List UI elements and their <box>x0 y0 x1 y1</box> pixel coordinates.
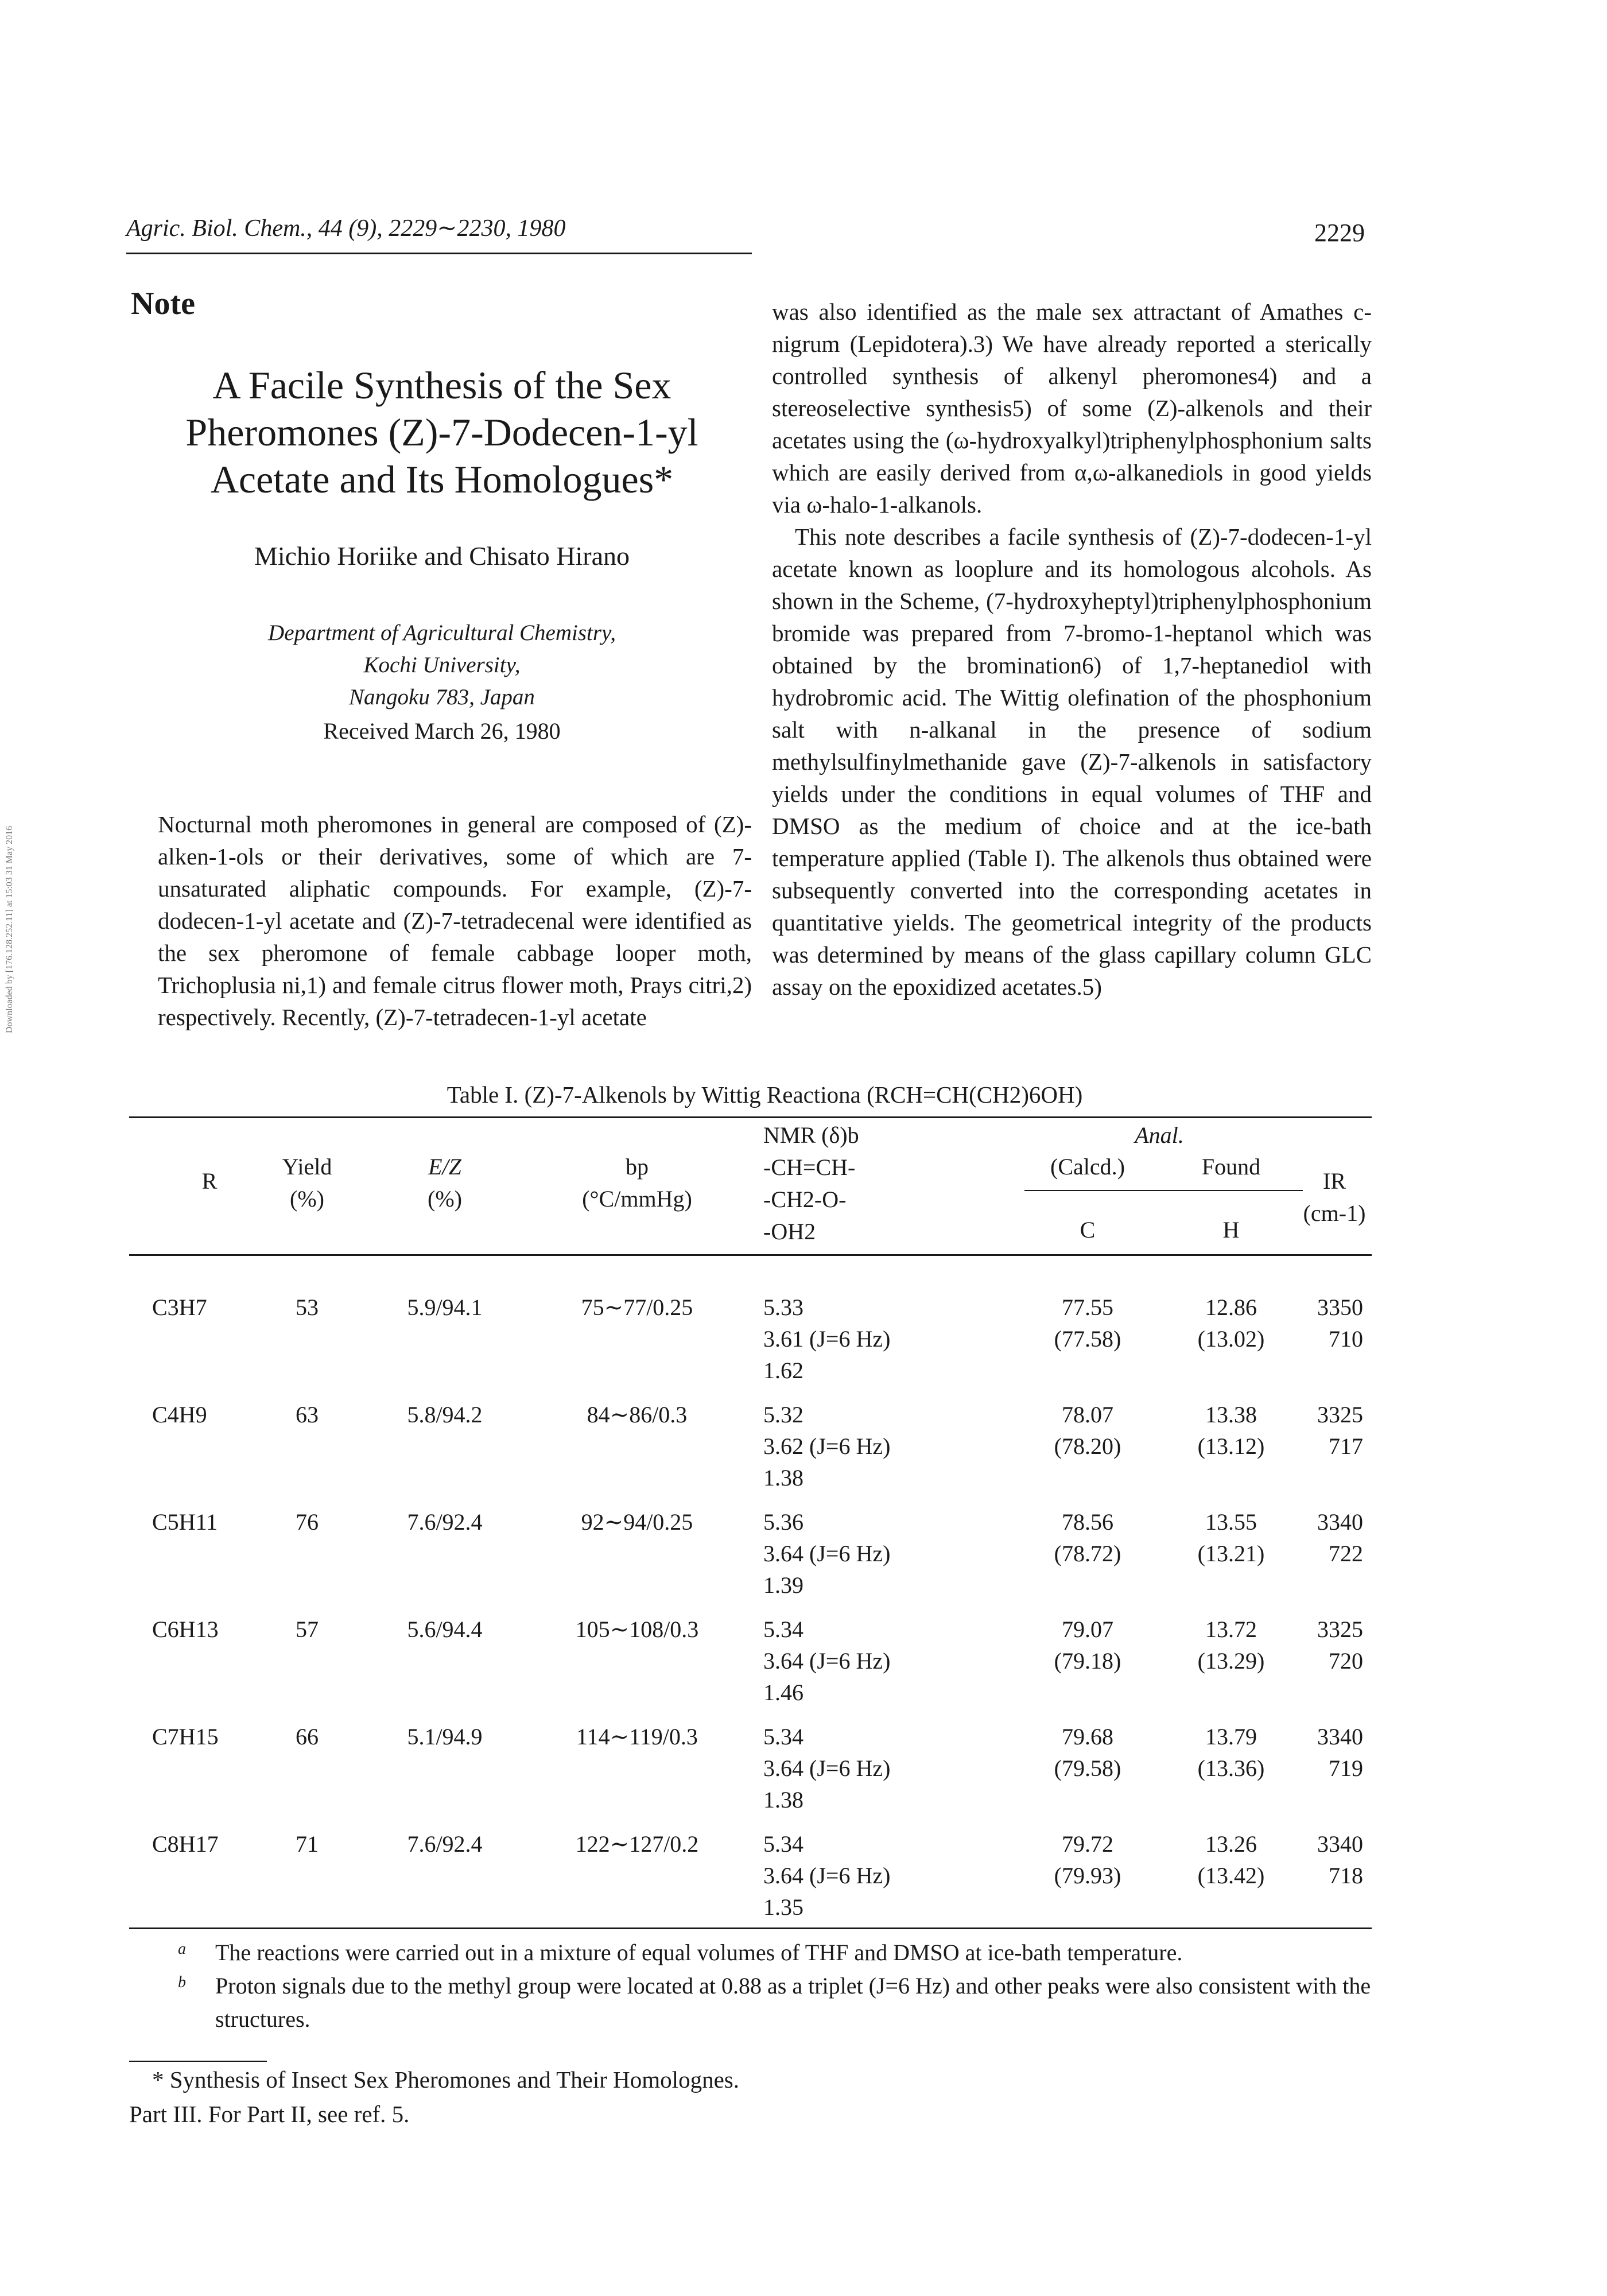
header-text: bp <box>626 1154 649 1180</box>
cell-yield: 71 <box>296 1831 319 1857</box>
body-paragraph: was also identified as the male sex attractant of Amathes c-nigrum (Lepidotera).3) We have already reported a sterically controlled synthesis of alkenyl pheromones4) and a stereoselective synthesis5) of some (Z)-alkenols and their acetates using the (ω-hydroxyalkyl)triphenylphosphonium salts which are easily derived from α,ω-alkanediols in good yields via ω-halo-1-alkanols. <box>772 298 1372 518</box>
cell-r: C7H15 <box>152 1724 219 1750</box>
header-anal: Anal. <box>1135 1122 1184 1148</box>
cell-nmr: 3.64 (J=6 Hz) <box>763 1648 891 1674</box>
cell-c: 79.72 <box>1062 1831 1113 1857</box>
table-bottom-rule <box>129 1927 1372 1929</box>
cell-ir: 3340 <box>1317 1724 1363 1750</box>
cell-ir: 3350 <box>1317 1294 1363 1320</box>
cell-nmr: 1.35 <box>763 1894 804 1920</box>
table-caption: Table I. (Z)-7-Alkenols by Wittig Reactiona (RCH=CH(CH2)6OH) <box>447 1081 1083 1108</box>
cell-nmr: 3.61 (J=6 Hz) <box>763 1326 891 1352</box>
cell-c: 77.55 <box>1062 1294 1113 1320</box>
cell-ir: 720 <box>1329 1648 1363 1674</box>
header-text: IR <box>1323 1168 1346 1194</box>
affiliation-line: Nangoku 783, Japan <box>349 685 535 709</box>
cell-ez: 5.6/94.4 <box>407 1616 483 1642</box>
cell-c: 78.07 <box>1062 1402 1113 1428</box>
table-top-rule <box>129 1116 1372 1118</box>
cell-nmr: 5.34 <box>763 1616 804 1642</box>
cell-nmr: 3.64 (J=6 Hz) <box>763 1541 891 1566</box>
series-footnote: * Synthesis of Insect Sex Pheromones and Their Homolognes. Part III. For Part II, see ref. 5. <box>129 2066 739 2127</box>
cell-nmr: 3.62 (J=6 Hz) <box>763 1433 891 1459</box>
affiliation-line: Kochi University, <box>363 653 521 677</box>
header-ez <box>364 1151 525 1215</box>
header-found: Found <box>1201 1154 1261 1180</box>
page-number: 2229 <box>1314 219 1365 247</box>
header-c: C <box>1080 1217 1096 1243</box>
cell-ir: 717 <box>1329 1433 1363 1459</box>
cell-c: (79.93) <box>1054 1863 1121 1888</box>
received-date: Received March 26, 1980 <box>323 718 561 744</box>
header-h: H <box>1222 1217 1240 1243</box>
cell-h: (13.29) <box>1197 1648 1265 1674</box>
cell-h: 13.72 <box>1205 1616 1257 1642</box>
cell-bp: 105∼108/0.3 <box>575 1616 699 1642</box>
header-calcd: (Calcd.) <box>1050 1154 1125 1180</box>
header-bp <box>525 1151 749 1215</box>
cell-bp: 84∼86/0.3 <box>587 1402 688 1428</box>
header-text: (%) <box>290 1186 324 1212</box>
cell-h: (13.42) <box>1197 1863 1265 1888</box>
header-text: -OH2 <box>763 1219 816 1244</box>
cell-h: 13.79 <box>1205 1724 1257 1750</box>
cell-ir: 3340 <box>1317 1831 1363 1857</box>
table-header-rule <box>129 1254 1372 1256</box>
cell-ez: 5.1/94.9 <box>407 1724 483 1750</box>
cell-ir: 719 <box>1329 1755 1363 1781</box>
cell-nmr: 1.38 <box>763 1465 804 1491</box>
cell-ir: 3325 <box>1317 1402 1363 1428</box>
footnote-text: The reactions were carried out in a mixture of equal volumes of THF and DMSO at ice-bath temperature. <box>215 1940 1183 1965</box>
header-text: (%) <box>428 1186 462 1212</box>
header-text: (°C/mmHg) <box>582 1186 692 1212</box>
cell-ir: 3340 <box>1317 1509 1363 1535</box>
article-title: A Facile Synthesis of the Sex Pheromones (Z)-7-Dodecen-1-yl Acetate and Its Homologues* <box>185 363 698 501</box>
cell-h: 13.26 <box>1205 1831 1257 1857</box>
authors: Michio Horiike and Chisato Hirano <box>254 541 630 571</box>
cell-bp: 122∼127/0.2 <box>575 1831 699 1857</box>
note-label: Note <box>131 286 195 321</box>
cell-yield: 57 <box>296 1616 319 1642</box>
cell-c: (77.58) <box>1054 1326 1121 1352</box>
header-text: -CH=CH- <box>763 1154 856 1180</box>
cell-nmr: 1.39 <box>763 1572 804 1598</box>
cell-h: 13.38 <box>1205 1402 1257 1428</box>
cell-yield: 76 <box>296 1509 319 1535</box>
cell-nmr: 1.62 <box>763 1358 804 1383</box>
download-stamp: Downloaded by [176.128.252.11] at 15:03 31 May 2016 <box>5 825 14 1033</box>
cell-c: (79.18) <box>1054 1648 1121 1674</box>
cell-nmr: 1.46 <box>763 1680 804 1705</box>
cell-nmr: 5.34 <box>763 1724 804 1750</box>
body-column-right <box>772 296 1372 1003</box>
body-paragraph: This note describes a facile synthesis of (Z)-7-dodecen-1-yl acetate known as looplure and its homologous alcohols. As shown in the Scheme, (7-hydroxyheptyl)triphenylphosphonium bromide was prepared from 7-bromo-1-heptanol which was obtained by the bromination6) of 1,7-heptanediol with hydrobromic acid. The Wittig olefination of the phosphonium salt with n-alkanal in the presence of sodium methylsulfinylmethanide gave (Z)-7-alkenols in satisfactory yields under the conditions in equal volumes of THF and DMSO as the medium of choice and at the ice-bath temperature applied (Table I). The alkenols thus obtained were subsequently converted into the corresponding acetates in quantitative yields. The geometrical integrity of the products was determined by means of the glass capillary column GLC assay on the epoxidized acetates.5) <box>772 523 1372 1000</box>
header-text: (cm-1) <box>1303 1200 1366 1226</box>
cell-yield: 66 <box>296 1724 319 1750</box>
cell-nmr: 1.38 <box>763 1787 804 1813</box>
cell-c: (79.58) <box>1054 1755 1121 1781</box>
cell-h: 13.55 <box>1205 1509 1257 1535</box>
affiliation <box>149 617 735 713</box>
footnote <box>158 1969 1375 2036</box>
header-yield <box>267 1151 347 1215</box>
cell-ez: 5.8/94.2 <box>407 1402 483 1428</box>
header-text: NMR (δ)b <box>763 1122 859 1148</box>
header-text: Yield <box>282 1154 332 1180</box>
body-paragraph-left: Nocturnal moth pheromones in general are composed of (Z)-alken-1-ols or their derivatives, some of which are 7-unsaturated aliphatic compounds. For example, (Z)-7-dodecen-1-yl acetate and (Z)-7-tetradecenal were identified as the sex pheromone of female cabbage looper moth, Trichoplusia ni,1) and female citrus flower moth, Prays citri,2) respectively. Recently, (Z)-7-tetradecen-1-yl acetate <box>158 811 752 1030</box>
header-rule <box>126 253 752 254</box>
cell-h: (13.21) <box>1197 1541 1265 1566</box>
cell-r: C5H11 <box>152 1509 218 1535</box>
cell-ir: 722 <box>1329 1541 1363 1566</box>
cell-nmr: 3.64 (J=6 Hz) <box>763 1863 891 1888</box>
cell-bp: 75∼77/0.25 <box>581 1294 693 1320</box>
cell-r: C8H17 <box>152 1831 219 1857</box>
cell-ir: 710 <box>1329 1326 1363 1352</box>
footnote-mark: a <box>178 1940 186 1958</box>
cell-c: (78.20) <box>1054 1433 1121 1459</box>
cell-h: (13.36) <box>1197 1755 1265 1781</box>
cell-c: 79.07 <box>1062 1616 1113 1642</box>
cell-bp: 92∼94/0.25 <box>581 1509 693 1535</box>
header-ir <box>1300 1165 1369 1230</box>
cell-nmr: 5.33 <box>763 1294 804 1320</box>
cell-yield: 53 <box>296 1294 319 1320</box>
cell-ez: 7.6/92.4 <box>407 1509 483 1535</box>
journal-citation: Agric. Biol. Chem., 44 (9), 2229∼2230, 1980 <box>126 215 566 242</box>
footnote-mark: b <box>178 1973 186 1991</box>
cell-ir: 3325 <box>1317 1616 1363 1642</box>
table-footnotes <box>158 1936 1375 2036</box>
footnote-rule <box>129 2061 267 2062</box>
header-nmr <box>763 1119 1004 1248</box>
cell-r: C6H13 <box>152 1616 219 1642</box>
cell-c: (78.72) <box>1054 1541 1121 1566</box>
cell-nmr: 5.32 <box>763 1402 804 1428</box>
cell-h: 12.86 <box>1205 1294 1257 1320</box>
cell-yield: 63 <box>296 1402 319 1428</box>
header-text: E/Z <box>428 1154 461 1180</box>
footnote <box>158 1936 1375 1969</box>
cell-nmr: 3.64 (J=6 Hz) <box>763 1755 891 1781</box>
footnote-text: Proton signals due to the methyl group were located at 0.88 as a triplet (J=6 Hz) and other peaks were also consistent with the structures. <box>215 1973 1371 2032</box>
cell-bp: 114∼119/0.3 <box>576 1724 698 1750</box>
affiliation-line: Department of Agricultural Chemistry, <box>268 620 616 645</box>
cell-h: (13.02) <box>1197 1326 1265 1352</box>
cell-ez: 5.9/94.1 <box>407 1294 483 1320</box>
cell-c: 79.68 <box>1062 1724 1113 1750</box>
header-text: -CH2-O- <box>763 1186 847 1212</box>
cell-c: 78.56 <box>1062 1509 1113 1535</box>
anal-rule <box>1024 1190 1303 1191</box>
cell-nmr: 5.36 <box>763 1509 804 1535</box>
cell-nmr: 5.34 <box>763 1831 804 1857</box>
cell-ez: 7.6/92.4 <box>407 1831 483 1857</box>
cell-r: C3H7 <box>152 1294 207 1320</box>
header-r: R <box>201 1168 218 1194</box>
cell-h: (13.12) <box>1197 1433 1265 1459</box>
cell-r: C4H9 <box>152 1402 207 1428</box>
cell-ir: 718 <box>1329 1863 1363 1888</box>
